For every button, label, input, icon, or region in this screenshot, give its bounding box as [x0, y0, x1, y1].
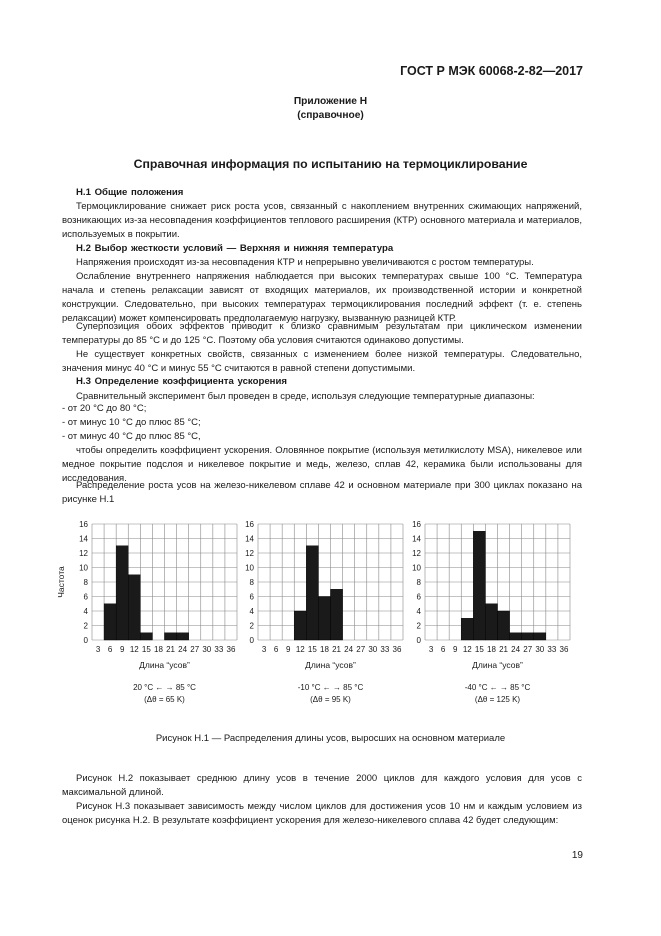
figure-h1-histograms	[0, 512, 661, 717]
figure-caption: Рисунок Н.1 — Распределения длины усов, выросших на основном материале	[155, 733, 506, 744]
x-tick-label: 6	[440, 645, 446, 654]
delta-label: (Δθ = 95 K)	[310, 695, 351, 704]
after-figure-p1: Рисунок Н.2 показывает среднюю длину усов в течение 2000 циклов для каждого условия для усов с максимальной длиной.	[62, 773, 582, 798]
y-tick-label: 12	[412, 549, 421, 558]
x-tick-label: 15	[307, 645, 317, 654]
x-tick-label: 36	[392, 645, 402, 654]
x-tick-label: 18	[154, 645, 163, 654]
y-tick-label: 16	[79, 520, 88, 529]
x-axis-label: Длина “усов”	[472, 660, 523, 670]
section-h1-text: Термоциклирование снижает риск роста усов, связанный с накоплением внутренних сжимающих напряжений, возникающих из-за несовпадения коэффициентов теплового расширения (КТР) основного материала и материалов, используемых в покрытии.	[62, 201, 582, 240]
x-tick-label: 3	[428, 645, 434, 654]
delta-label: (Δθ = 65 K)	[144, 695, 185, 704]
appendix-title: Приложение Н	[293, 96, 368, 107]
y-tick-label: 8	[416, 578, 421, 587]
x-tick-label: 27	[356, 645, 366, 654]
histogram-bar	[306, 546, 318, 640]
x-tick-label: 6	[107, 645, 113, 654]
y-tick-label: 14	[412, 534, 421, 544]
y-tick-label: 16	[412, 520, 421, 529]
histogram-bar	[140, 633, 152, 640]
y-tick-label: 12	[79, 549, 88, 558]
x-axis-label: Длина “усов”	[305, 660, 356, 670]
y-tick-label: 10	[79, 563, 88, 573]
x-tick-label: 24	[511, 645, 521, 654]
x-tick-label: 18	[487, 645, 496, 654]
condition-label: 20 °С ← → 85 °С	[133, 683, 196, 692]
y-tick-label: 14	[79, 534, 88, 544]
y-tick-label: 6	[83, 592, 88, 602]
section-h2-p4: Не существует конкретных свойств, связанных с изменением более низкой температуры. Следовательно, значения минус 40 °С и минус 55 °С считаются в равной степени допустимыми.	[62, 349, 582, 374]
x-tick-label: 15	[474, 645, 484, 654]
histogram-bar	[522, 633, 534, 640]
y-tick-label: 4	[83, 607, 88, 616]
histogram-bar	[498, 611, 510, 640]
appendix-subtitle: (справочное)	[297, 110, 364, 121]
y-tick-label: 14	[245, 534, 254, 544]
x-tick-label: 30	[368, 645, 378, 654]
x-axis-label: Длина “усов”	[139, 660, 190, 670]
y-tick-label: 12	[245, 549, 254, 558]
x-tick-label: 33	[380, 645, 390, 654]
histogram-bar	[331, 589, 343, 640]
histogram-bar	[128, 575, 140, 640]
section-h2-p3: Суперпозиция обоих эффектов приводит к близко сравнимым результатам при циклическом изменении температуры до 85 °С и до 125 °С. Поэтому оба условия считаются одинаково допустимы.	[62, 321, 582, 346]
x-tick-label: 27	[190, 645, 200, 654]
y-tick-label: 6	[249, 592, 254, 602]
histogram-bar	[165, 633, 177, 640]
y-tick-label: 4	[416, 607, 421, 616]
x-tick-label: 12	[462, 645, 472, 654]
condition-label: -10 °С ← → 85 °С	[297, 683, 364, 692]
section-h2-title: Н.2 Выбор жесткости условий — Верхняя и нижняя температура	[76, 243, 394, 254]
y-tick-label: 0	[249, 636, 254, 645]
y-tick-label: 6	[416, 592, 421, 602]
y-tick-label: 10	[412, 563, 421, 573]
y-tick-label: 8	[249, 578, 254, 587]
x-tick-label: 21	[332, 645, 341, 654]
x-tick-label: 6	[273, 645, 279, 654]
list-item: - от минус 40 °С до плюс 85 °С,	[62, 431, 201, 442]
x-tick-label: 3	[261, 645, 267, 654]
x-tick-label: 21	[166, 645, 175, 654]
y-tick-label: 16	[245, 520, 254, 529]
standard-header: ГОСТ Р МЭК 60068-2-82—2017	[400, 64, 583, 78]
section-h1-title: Н.1 Общие положения	[76, 187, 184, 198]
x-tick-label: 18	[320, 645, 329, 654]
section-h2-p2: Ослабление внутреннего напряжения наблюдается при высоких температурах свыше 100 °С. Температура начала и степень релаксации зависят от входящих материалов, их производственной истории и конкретной конструкции. Следовательно, при высоких температурах термоциклирования последний эффект (т. е. степень релаксации) может компенсировать предполагаемую нагрузку, вызванную разницей КТР.	[62, 271, 582, 324]
y-tick-label: 4	[249, 607, 254, 616]
x-tick-label: 33	[547, 645, 557, 654]
y-tick-label: 2	[416, 621, 421, 631]
y-tick-label: 0	[416, 636, 421, 645]
after-figure-p2: Рисунок Н.3 показывает зависимость между числом циклов для достижения усов 10 нм и каждым условием из оценок рисунка Н.2. В результате коэффициент ускорения для железо-никелевого сплава 42 будет следующим:	[62, 801, 582, 826]
x-tick-label: 3	[95, 645, 101, 654]
y-axis-label: Частота	[56, 566, 66, 598]
condition-label: -40 °С ← → 85 °С	[464, 683, 531, 692]
delta-label: (Δθ = 125 K)	[474, 695, 521, 704]
histogram-bar	[485, 604, 497, 640]
x-tick-label: 15	[141, 645, 151, 654]
histogram-bar	[510, 633, 522, 640]
y-tick-label: 2	[249, 621, 254, 631]
y-tick-label: 8	[83, 578, 88, 587]
histogram-bar	[177, 633, 189, 640]
document-title: Справочная информация по испытанию на термоциклирование	[133, 157, 528, 171]
x-tick-label: 9	[452, 645, 458, 654]
x-tick-label: 27	[523, 645, 533, 654]
y-tick-label: 10	[245, 563, 254, 573]
x-tick-label: 12	[295, 645, 305, 654]
list-item: - от 20 °С до 80 °С;	[62, 403, 147, 414]
histogram-bar	[116, 546, 128, 640]
x-tick-label: 36	[226, 645, 236, 654]
histogram-bar	[473, 531, 485, 640]
x-tick-label: 33	[214, 645, 224, 654]
x-tick-label: 30	[535, 645, 545, 654]
histogram-bar	[294, 611, 306, 640]
y-tick-label: 2	[83, 621, 88, 631]
section-h3-p2: чтобы определить коэффициент ускорения. Оловянное покрытие (используя метилкислоту MSA), никелевое или медное покрытие подслоя и никелевое покрытие и медь, железо, сплав 42, керамика были использованы для исследования.	[62, 445, 582, 484]
x-tick-label: 9	[119, 645, 125, 654]
x-tick-label: 24	[178, 645, 188, 654]
y-tick-label: 0	[83, 636, 88, 645]
histogram-bar	[461, 618, 473, 640]
x-tick-label: 36	[559, 645, 569, 654]
x-tick-label: 30	[202, 645, 212, 654]
section-h3-p3: Распределение роста усов на железо-никелевом сплаве 42 и основном материале при 300 циклах показано на рисунке Н.1	[62, 480, 582, 505]
histogram-bar	[318, 597, 330, 641]
section-h3-title: Н.3 Определение коэффициента ускорения	[76, 376, 287, 387]
histogram-bar	[534, 633, 546, 640]
histogram-bar	[104, 604, 116, 640]
page-number: 19	[571, 850, 583, 861]
x-tick-label: 21	[499, 645, 508, 654]
x-tick-label: 12	[129, 645, 139, 654]
x-tick-label: 24	[344, 645, 354, 654]
x-tick-label: 9	[285, 645, 291, 654]
section-h2-p1: Напряжения происходят из-за несовпадения КТР и непрерывно увеличиваются с ростом температуры.	[76, 257, 534, 268]
list-item: - от минус 10 °С до плюс 85 °С;	[62, 417, 201, 428]
section-h3-p1: Сравнительный эксперимент был проведен в среде, используя следующие температурные диапазоны:	[76, 391, 535, 402]
